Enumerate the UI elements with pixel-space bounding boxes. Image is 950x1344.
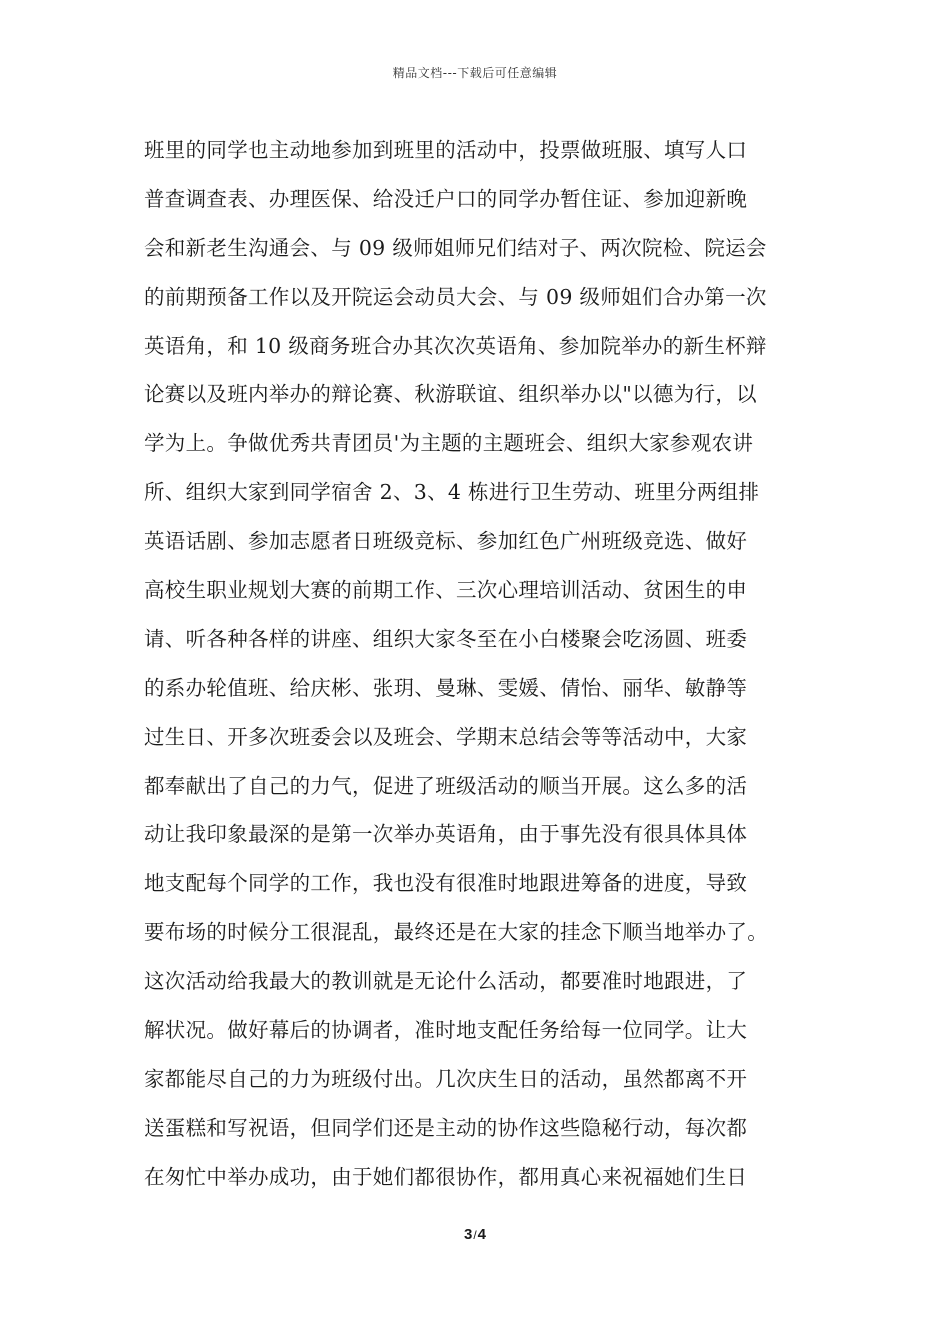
body-line: 的前期预备工作以及开院运会动员大会、与 09 级师姐们合办第一次 (144, 284, 767, 309)
body-line: 英语话剧、参加志愿者日班级竞标、参加红色广州班级竞选、做好 (144, 529, 748, 554)
body-line: 论赛以及班内举办的辩论赛、秋游联谊、组织举办以"以德为行，以 (144, 382, 757, 407)
body-line: 这次活动给我最大的教训就是无论什么活动，都要准时地跟进，了 (144, 969, 748, 994)
current-page-number: 3 (463, 1226, 473, 1243)
body-line: 高校生职业规划大赛的前期工作、三次心理培训活动、贫困生的申 (144, 578, 748, 603)
body-line: 过生日、开多次班委会以及班会、学期末总结会等等活动中，大家 (144, 724, 748, 749)
body-line: 解状况。做好幕后的协调者，准时地支配任务给每一位同学。让大 (144, 1018, 748, 1043)
body-line: 普查调查表、办理医保、给没迁户口的同学办暂住证、参加迎新晚 (144, 186, 748, 211)
body-line: 在匆忙中举办成功，由于她们都很协作，都用真心来祝福她们生日 (144, 1164, 748, 1189)
body-line: 学为上。争做优秀共青团员'为主题的主题班会、组织大家参观农讲 (144, 431, 754, 456)
body-line: 要布场的时候分工很混乱，最终还是在大家的挂念下顺当地举办了。 (144, 920, 768, 945)
body-line: 地支配每个同学的工作，我也没有很准时地跟进筹备的进度，导致 (144, 871, 748, 896)
document-body (144, 126, 824, 1202)
body-line: 英语角，和 10 级商务班合办其次次英语角、参加院举办的新生杯辩 (144, 333, 767, 358)
body-line: 动让我印象最深的是第一次举办英语角，由于事先没有很具体具体 (144, 822, 748, 847)
page-number-separator: / (473, 1228, 477, 1242)
page-number (0, 1226, 950, 1243)
body-line: 所、组织大家到同学宿舍 2、3、4 栋进行卫生劳动、班里分两组排 (144, 480, 760, 505)
total-pages-number: 4 (477, 1226, 487, 1243)
body-line: 送蛋糕和写祝语，但同学们还是主动的协作这些隐秘行动，每次都 (144, 1115, 748, 1140)
body-line: 的系办轮值班、给庆彬、张玥、曼琳、雯媛、倩怡、丽华、敏静等 (144, 675, 748, 700)
page-header: 精品文档---下载后可任意编辑 (392, 66, 558, 80)
body-line: 都奉献出了自己的力气，促进了班级活动的顺当开展。这么多的活 (144, 773, 748, 798)
body-line: 家都能尽自己的力为班级付出。几次庆生日的活动，虽然都离不开 (144, 1066, 748, 1091)
body-line: 班里的同学也主动地参加到班里的活动中，投票做班服、填写人口 (144, 138, 748, 162)
body-line: 请、听各种各样的讲座、组织大家冬至在小白楼聚会吃汤圆、班委 (144, 626, 748, 651)
body-line: 会和新老生沟通会、与 09 级师姐师兄们结对子、两次院检、院运会 (144, 235, 767, 260)
